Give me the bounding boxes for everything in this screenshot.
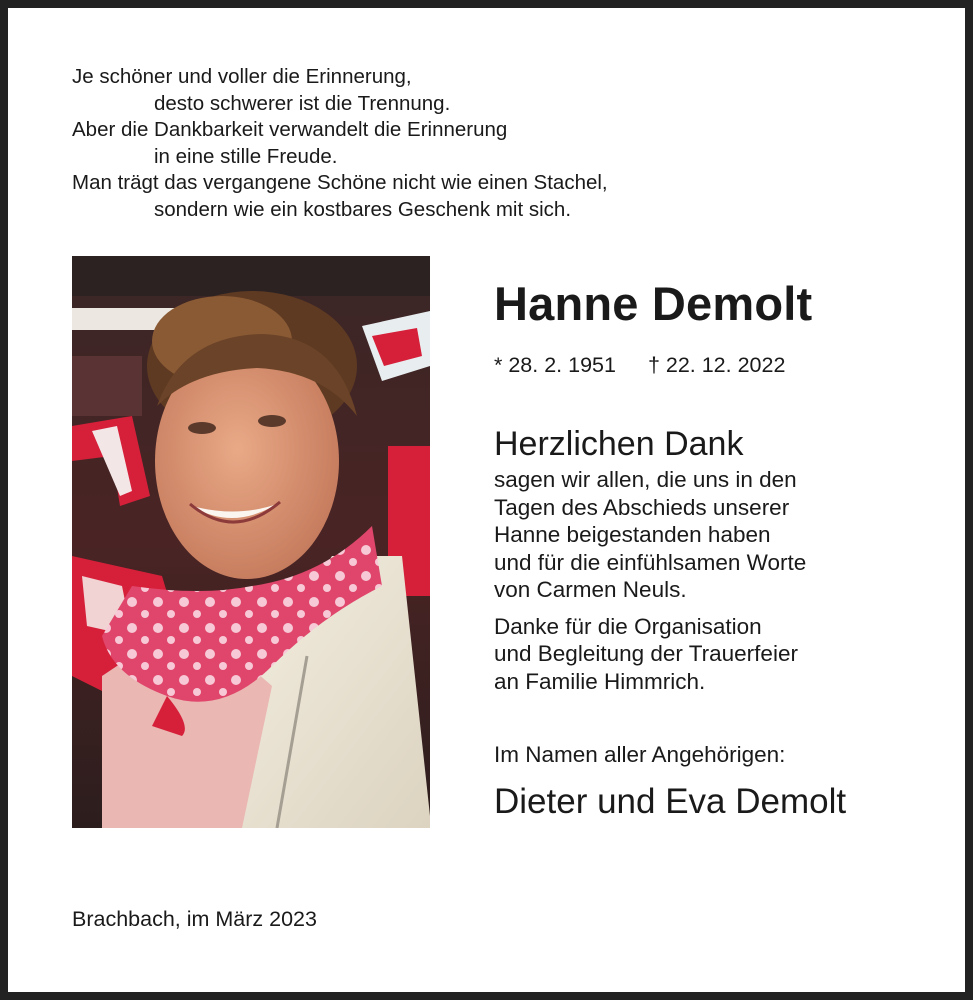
thanks-line: von Carmen Neuls. — [494, 577, 687, 602]
poem-line: Man trägt das vergangene Schöne nicht wie einen Stachel, — [72, 171, 608, 194]
poem-line: desto schwerer ist die Trennung. — [154, 91, 451, 115]
organisation-paragraph — [494, 613, 954, 696]
poem-line: in eine stille Freude. — [154, 144, 338, 168]
birth-date: * 28. 2. 1951 — [494, 353, 616, 377]
organisation-line: und Begleitung der Trauerfeier — [494, 641, 798, 666]
organisation-line: Danke für die Organisation — [494, 613, 762, 639]
thanks-line: und für die einfühlsamen Worte — [494, 549, 807, 575]
thanks-line: Tagen des Abschieds unserer — [494, 494, 790, 520]
main-text-column — [494, 276, 954, 822]
memorial-poem — [72, 64, 772, 223]
portrait-photo — [72, 256, 430, 828]
thanks-heading: Herzlichen Dank — [494, 425, 744, 463]
poem-line: Je schöner und voller die Erinnerung, — [72, 65, 412, 88]
organisation-line: an Familie Himmrich. — [494, 668, 706, 694]
thanks-line: sagen wir allen, die uns in den — [494, 467, 797, 492]
thanks-line: Hanne beigestanden haben — [494, 522, 771, 547]
place-and-date: Brachbach, im März 2023 — [72, 907, 317, 931]
poem-line: sondern wie ein kostbares Geschenk mit sich. — [154, 197, 572, 221]
life-dates — [494, 352, 954, 378]
signers: Dieter und Eva Demolt — [494, 782, 847, 821]
deceased-name: Hanne Demolt — [494, 277, 813, 330]
thanks-paragraph — [494, 466, 954, 604]
poem-line: Aber die Dankbarkeit verwandelt die Erinnerung — [72, 118, 508, 141]
closing-intro: Im Namen aller Angehörigen: — [494, 742, 786, 767]
death-date: † 22. 12. 2022 — [647, 353, 786, 377]
